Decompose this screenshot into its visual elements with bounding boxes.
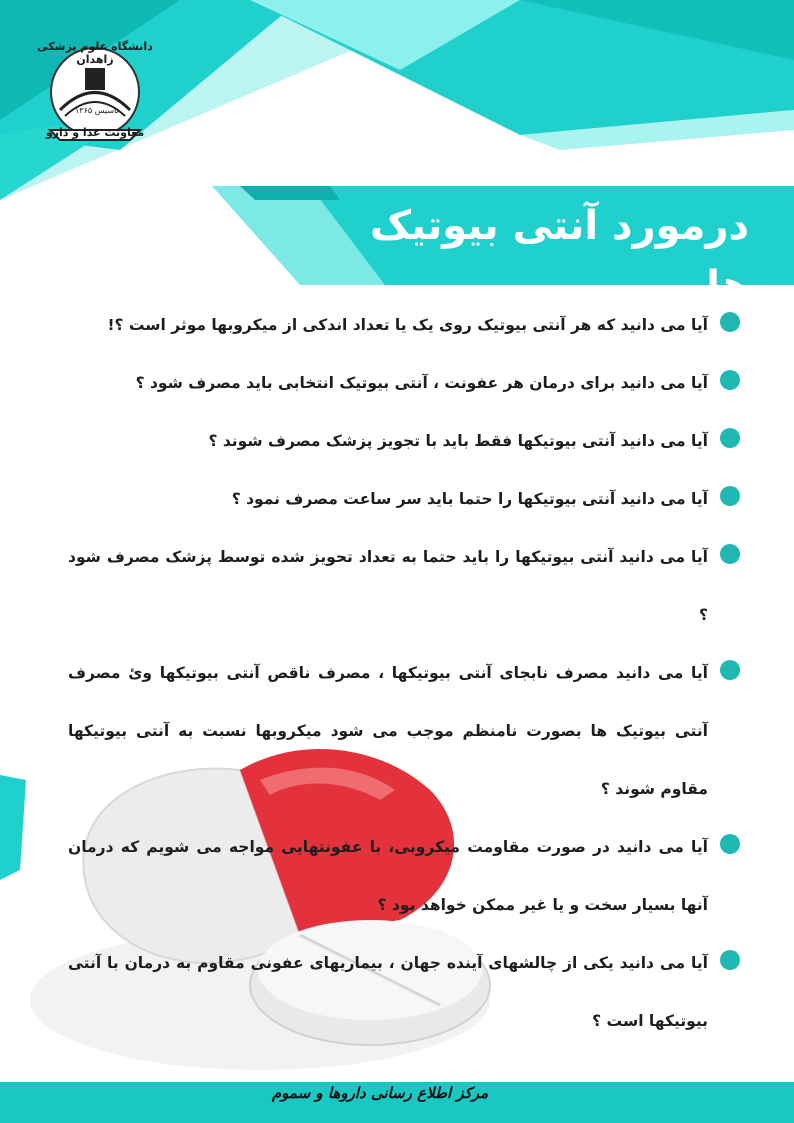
list-item [68, 470, 712, 528]
item-text: آیا می دانید در صورت مقاومت میکروبی، با عفونتهایی مواجه می شویم که درمان آنها بسیار سخت و یا غیر ممکن خواهد بود ؟ [68, 838, 708, 914]
list-item [68, 644, 712, 818]
item-text: آیا می دانید آنتی بیوتیکها فقط باید با تجویز پزشک مصرف شوند ؟ [208, 432, 708, 450]
bullet-icon [718, 310, 742, 334]
bullet-icon [718, 542, 742, 566]
item-text: آیا می دانید مصرف نابجای آنتی بیوتیکها ، مصرف ناقص آنتی بیوتیکها وئ مصرف آنتی بیوتیک ها بصورت نامنظم موجب می شود میکروبها نسبت به آنتی بیوتیکها مقاوم شوند ؟ [68, 664, 708, 798]
list-item [68, 354, 712, 412]
list-item [68, 818, 712, 934]
bullet-icon [718, 948, 742, 972]
list-item [68, 296, 712, 354]
item-text: آیا می دانید آنتی بیوتیکها را باید حتما به تعداد تحویز شده توسط پزشک مصرف شود ؟ [68, 548, 708, 624]
logo-year: تاسیس ۱۳۶۵ [75, 106, 119, 115]
bullet-icon [718, 368, 742, 392]
footer-text: مرکز اطلاع رسانی داروها و سموم [271, 1084, 489, 1102]
list-item [68, 934, 712, 1050]
logo-department-name: معاونت غذا و دارو [45, 126, 145, 139]
faq-list [68, 296, 712, 1050]
item-text: آیا می دانید برای درمان هر عفونت ، آنتی بیوتیک انتخابی باید مصرف شود ؟ [135, 374, 708, 392]
list-item [68, 528, 712, 644]
university-logo [30, 40, 160, 150]
item-text: آیا می دانید آنتی بیوتیکها را حتما باید سر ساعت مصرف نمود ؟ [231, 490, 708, 508]
logo-university-name: دانشگاه علوم پزشکی زاهدان [37, 40, 153, 66]
item-text: آیا می دانید که هر آنتی بیوتیک روی یک یا تعداد اندکی از میکروبها موثر است ؟! [107, 316, 708, 334]
bullet-icon [718, 658, 742, 682]
item-text: آیا می دانید یکی از چالشهای آینده جهان ، بیماریهای عفونی مقاوم به درمان با آنتی بیوتیکها است ؟ [68, 954, 708, 1030]
bullet-icon [718, 484, 742, 508]
bullet-icon [718, 832, 742, 856]
page-title: درمورد آنتی بیوتیک ها [369, 203, 749, 309]
bullet-icon [718, 426, 742, 450]
list-item [68, 412, 712, 470]
